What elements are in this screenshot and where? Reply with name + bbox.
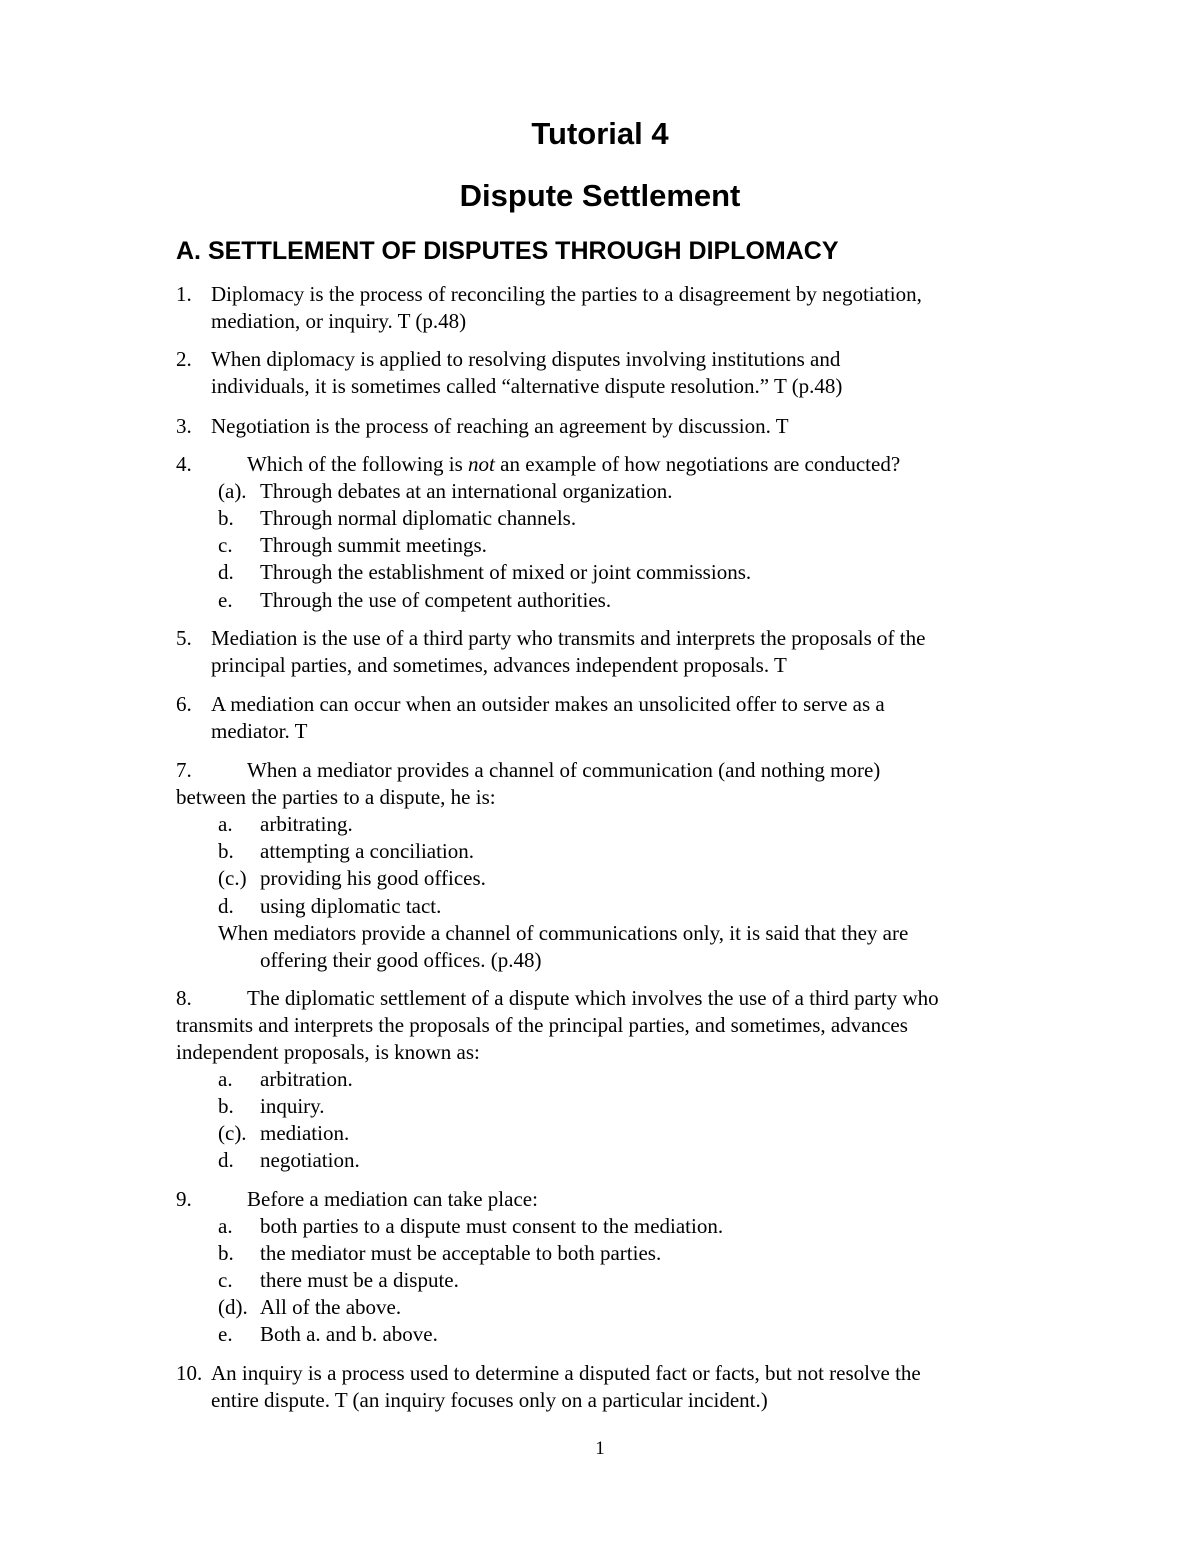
- question-text: mediator. T: [211, 719, 308, 743]
- option-text: Through the use of competent authorities.: [260, 588, 612, 612]
- option-text: both parties to a dispute must consent to the mediation.: [260, 1214, 724, 1238]
- option-label: a.: [218, 1067, 233, 1091]
- question-text: Mediation is the use of a third party who transmits and interprets the proposals of the: [211, 626, 926, 650]
- question-text: The diplomatic settlement of a dispute which involves the use of a third party who: [247, 986, 939, 1010]
- document-subtitle: Dispute Settlement: [459, 178, 741, 213]
- option-label: e.: [218, 588, 233, 612]
- question-text: between the parties to a dispute, he is:: [176, 785, 496, 809]
- question-number: 1.: [176, 282, 192, 306]
- option-text: attempting a conciliation.: [260, 839, 475, 863]
- option-text: inquiry.: [260, 1094, 325, 1118]
- question-text: independent proposals, is known as:: [176, 1040, 480, 1064]
- question-text: mediation, or inquiry. T (p.48): [211, 309, 467, 333]
- question-text: Negotiation is the process of reaching an agreement by discussion. T: [211, 414, 789, 438]
- option-label: (c.): [218, 866, 247, 890]
- option-label: d.: [218, 894, 234, 918]
- option-text: mediation.: [260, 1121, 350, 1145]
- question-text: principal parties, and sometimes, advances independent proposals. T: [211, 653, 787, 677]
- section-heading: A. SETTLEMENT OF DISPUTES THROUGH DIPLOMACY: [176, 237, 839, 265]
- page-number: 1: [595, 1438, 605, 1459]
- option-text: Both a. and b. above.: [260, 1322, 438, 1346]
- option-label: e.: [218, 1322, 233, 1346]
- emphasis-text: not: [468, 452, 495, 476]
- question-number: 3.: [176, 414, 192, 438]
- option-label: b.: [218, 839, 234, 863]
- option-label: b.: [218, 1241, 234, 1265]
- question-text: When a mediator provides a channel of communication (and nothing more): [247, 758, 881, 782]
- question-number: 8.: [176, 986, 192, 1010]
- option-text: providing his good offices.: [260, 866, 486, 890]
- option-text: using diplomatic tact.: [260, 894, 442, 918]
- option-text: Through summit meetings.: [260, 533, 487, 557]
- question-text-part: Which of the following is: [247, 452, 469, 476]
- option-label: b.: [218, 1094, 234, 1118]
- option-text: negotiation.: [260, 1148, 360, 1172]
- question-text-part: an example of how negotiations are conducted?: [494, 452, 901, 476]
- question-text: individuals, it is sometimes called “alternative dispute resolution.” T (p.48): [211, 374, 843, 398]
- option-label: c.: [218, 533, 233, 557]
- question-number: 5.: [176, 626, 192, 650]
- answer-note: When mediators provide a channel of communications only, it is said that they are: [218, 921, 909, 945]
- question-number: 6.: [176, 692, 192, 716]
- question-text: A mediation can occur when an outsider makes an unsolicited offer to serve as a: [211, 692, 885, 716]
- question-text: When diplomacy is applied to resolving disputes involving institutions and: [211, 347, 841, 371]
- question-text: An inquiry is a process used to determine a disputed fact or facts, but not resolve the: [211, 1361, 921, 1385]
- question-text: entire dispute. T (an inquiry focuses only on a particular incident.): [211, 1388, 768, 1412]
- option-label: (d).: [218, 1295, 248, 1319]
- option-text: the mediator must be acceptable to both parties.: [260, 1241, 662, 1265]
- answer-note: offering their good offices. (p.48): [260, 948, 542, 972]
- question-number: 2.: [176, 347, 192, 371]
- question-text: Before a mediation can take place:: [247, 1187, 538, 1211]
- question-number: 9.: [176, 1187, 192, 1211]
- option-text: All of the above.: [260, 1295, 402, 1319]
- option-label: (a).: [218, 479, 247, 503]
- option-label: b.: [218, 506, 234, 530]
- option-label: (c).: [218, 1121, 247, 1145]
- option-text: Through the establishment of mixed or joint commissions.: [260, 560, 752, 584]
- option-text: Through debates at an international organization.: [260, 479, 673, 503]
- question-text: Diplomacy is the process of reconciling the parties to a disagreement by negotiation,: [211, 282, 922, 306]
- option-label: d.: [218, 1148, 234, 1172]
- option-text: Through normal diplomatic channels.: [260, 506, 577, 530]
- option-label: a.: [218, 812, 233, 836]
- question-text: [247, 451, 900, 478]
- option-text: there must be a dispute.: [260, 1268, 459, 1292]
- option-label: c.: [218, 1268, 233, 1292]
- question-number: 7.: [176, 758, 192, 782]
- option-label: d.: [218, 560, 234, 584]
- option-text: arbitration.: [260, 1067, 353, 1091]
- question-text: transmits and interprets the proposals of the principal parties, and sometimes, advances: [176, 1013, 908, 1037]
- question-number: 10.: [176, 1361, 203, 1385]
- question-number: 4.: [176, 452, 192, 476]
- option-text: arbitrating.: [260, 812, 353, 836]
- option-label: a.: [218, 1214, 233, 1238]
- document-title: Tutorial 4: [531, 116, 669, 151]
